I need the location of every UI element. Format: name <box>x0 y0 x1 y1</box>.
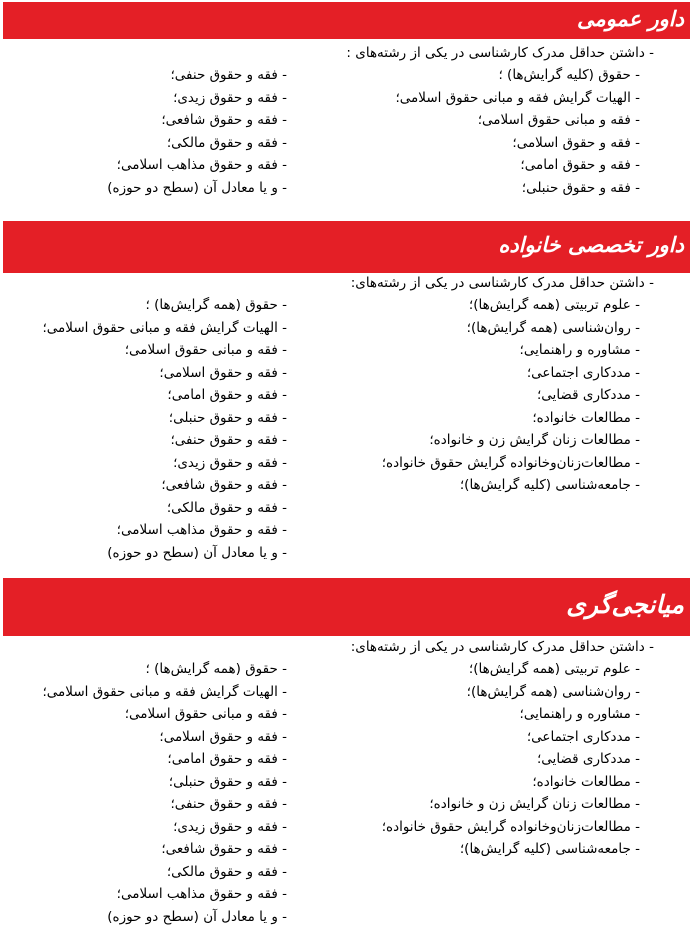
list-item: - و یا معادل آن (سطح دو حوزه) <box>107 908 287 925</box>
list-item: - الهیات گرایش فقه و مبانی حقوق اسلامی؛ <box>395 89 640 106</box>
list-item: - الهیات گرایش فقه و مبانی حقوق اسلامی؛ <box>42 319 287 336</box>
list-item: - فقه و حقوق اسلامی؛ <box>159 728 287 745</box>
section-title-general: داور عمومی <box>576 6 684 31</box>
list-item: - مددکاری اجتماعی؛ <box>526 728 640 745</box>
list-item: - مطالعات‌زنان‌وخانواده گرایش حقوق خانواده؛ <box>381 818 640 835</box>
list-item: - مطالعات‌زنان‌وخانواده گرایش حقوق خانواده؛ <box>381 454 640 471</box>
list-item: - مددکاری قضایی؛ <box>537 751 640 767</box>
list-item: - فقه و حقوق امامی؛ <box>167 387 287 403</box>
list-item: - فقه و حقوق مذاهب اسلامی؛ <box>116 886 287 902</box>
list-item: - فقه و حقوق شافعی؛ <box>161 112 287 128</box>
list-item: - فقه و حقوق زیدی؛ <box>173 818 287 835</box>
list-item: - مطالعات خانواده؛ <box>532 773 640 790</box>
field-list-left-mediation <box>43 658 287 928</box>
list-item: - فقه و حقوق حنبلی؛ <box>521 179 640 196</box>
list-item: - فقه و حقوق امامی؛ <box>520 157 640 173</box>
list-item: - فقه و حقوق حنفی؛ <box>170 432 287 448</box>
list-item: - مطالعات زنان گرایش زن و خانواده؛ <box>429 796 640 812</box>
list-item: - فقه و حقوق مذاهب اسلامی؛ <box>116 157 287 173</box>
list-item: - فقه و مبانی حقوق اسلامی؛ <box>477 112 640 128</box>
list-item: - فقه و حقوق مذاهب اسلامی؛ <box>116 522 287 538</box>
section-title-family: داور تخصصی خانواده <box>498 232 684 257</box>
section-intro-family: - داشتن حداقل مدرک کارشناسی در یکی از رشته‌های: <box>350 275 654 291</box>
list-item: - علوم تربیتی (همه گرایش‌ها)؛ <box>468 661 640 677</box>
list-item: - مددکاری قضایی؛ <box>537 387 640 403</box>
list-item: - جامعه‌شناسی (کلیه گرایش‌ها)؛ <box>459 477 640 493</box>
section-intro-mediation: - داشتن حداقل مدرک کارشناسی در یکی از رشته‌های: <box>350 639 654 655</box>
list-item: - مشاوره و راهنمایی؛ <box>519 706 640 722</box>
section-banner-family <box>3 221 690 273</box>
section-banner-general <box>3 2 690 39</box>
field-list-left-general <box>107 64 287 199</box>
list-item: - و یا معادل آن (سطح دو حوزه) <box>107 179 287 196</box>
list-item: - فقه و حقوق حنفی؛ <box>170 796 287 812</box>
list-item: - فقه و حقوق اسلامی؛ <box>159 364 287 381</box>
field-list-right-general <box>396 64 640 199</box>
list-item: - حقوق (همه گرایش‌ها) ؛ <box>145 297 287 313</box>
list-item: - جامعه‌شناسی (کلیه گرایش‌ها)؛ <box>459 841 640 857</box>
list-item: - فقه و حقوق مالکی؛ <box>166 134 287 151</box>
list-item: - مشاوره و راهنمایی؛ <box>519 342 640 358</box>
list-item: - فقه و حقوق شافعی؛ <box>161 477 287 493</box>
list-item: - فقه و حقوق زیدی؛ <box>173 89 287 106</box>
list-item: - فقه و حقوق حنفی؛ <box>170 67 287 83</box>
list-item: - فقه و مبانی حقوق اسلامی؛ <box>124 706 287 722</box>
list-item: - علوم تربیتی (همه گرایش‌ها)؛ <box>468 297 640 313</box>
list-item: - حقوق (کلیه گرایش‌ها) ؛ <box>498 67 640 83</box>
list-item: - روان‌شناسی (همه گرایش‌ها)؛ <box>466 319 640 336</box>
list-item: - مددکاری اجتماعی؛ <box>526 364 640 381</box>
list-item: - و یا معادل آن (سطح دو حوزه) <box>107 544 287 561</box>
section-intro-general: - داشتن حداقل مدرک کارشناسی در یکی از رشته‌های : <box>346 45 654 61</box>
field-list-right-family <box>382 294 640 497</box>
list-item: - روان‌شناسی (همه گرایش‌ها)؛ <box>466 683 640 700</box>
list-item: - فقه و حقوق امامی؛ <box>167 751 287 767</box>
list-item: - فقه و حقوق حنبلی؛ <box>168 773 287 790</box>
list-item: - فقه و حقوق اسلامی؛ <box>512 134 640 151</box>
list-item: - مطالعات خانواده؛ <box>532 409 640 426</box>
list-item: - الهیات گرایش فقه و مبانی حقوق اسلامی؛ <box>42 683 287 700</box>
section-title-mediation: میانجی‌گری <box>566 590 684 619</box>
list-item: - فقه و حقوق مالکی؛ <box>166 499 287 516</box>
list-item: - فقه و حقوق شافعی؛ <box>161 841 287 857</box>
list-item: - فقه و حقوق حنبلی؛ <box>168 409 287 426</box>
section-banner-mediation <box>3 578 690 636</box>
list-item: - فقه و مبانی حقوق اسلامی؛ <box>124 342 287 358</box>
list-item: - مطالعات زنان گرایش زن و خانواده؛ <box>429 432 640 448</box>
list-item: - حقوق (همه گرایش‌ها) ؛ <box>145 661 287 677</box>
list-item: - فقه و حقوق مالکی؛ <box>166 863 287 880</box>
field-list-right-mediation <box>382 658 640 861</box>
field-list-left-family <box>43 294 287 564</box>
list-item: - فقه و حقوق زیدی؛ <box>173 454 287 471</box>
